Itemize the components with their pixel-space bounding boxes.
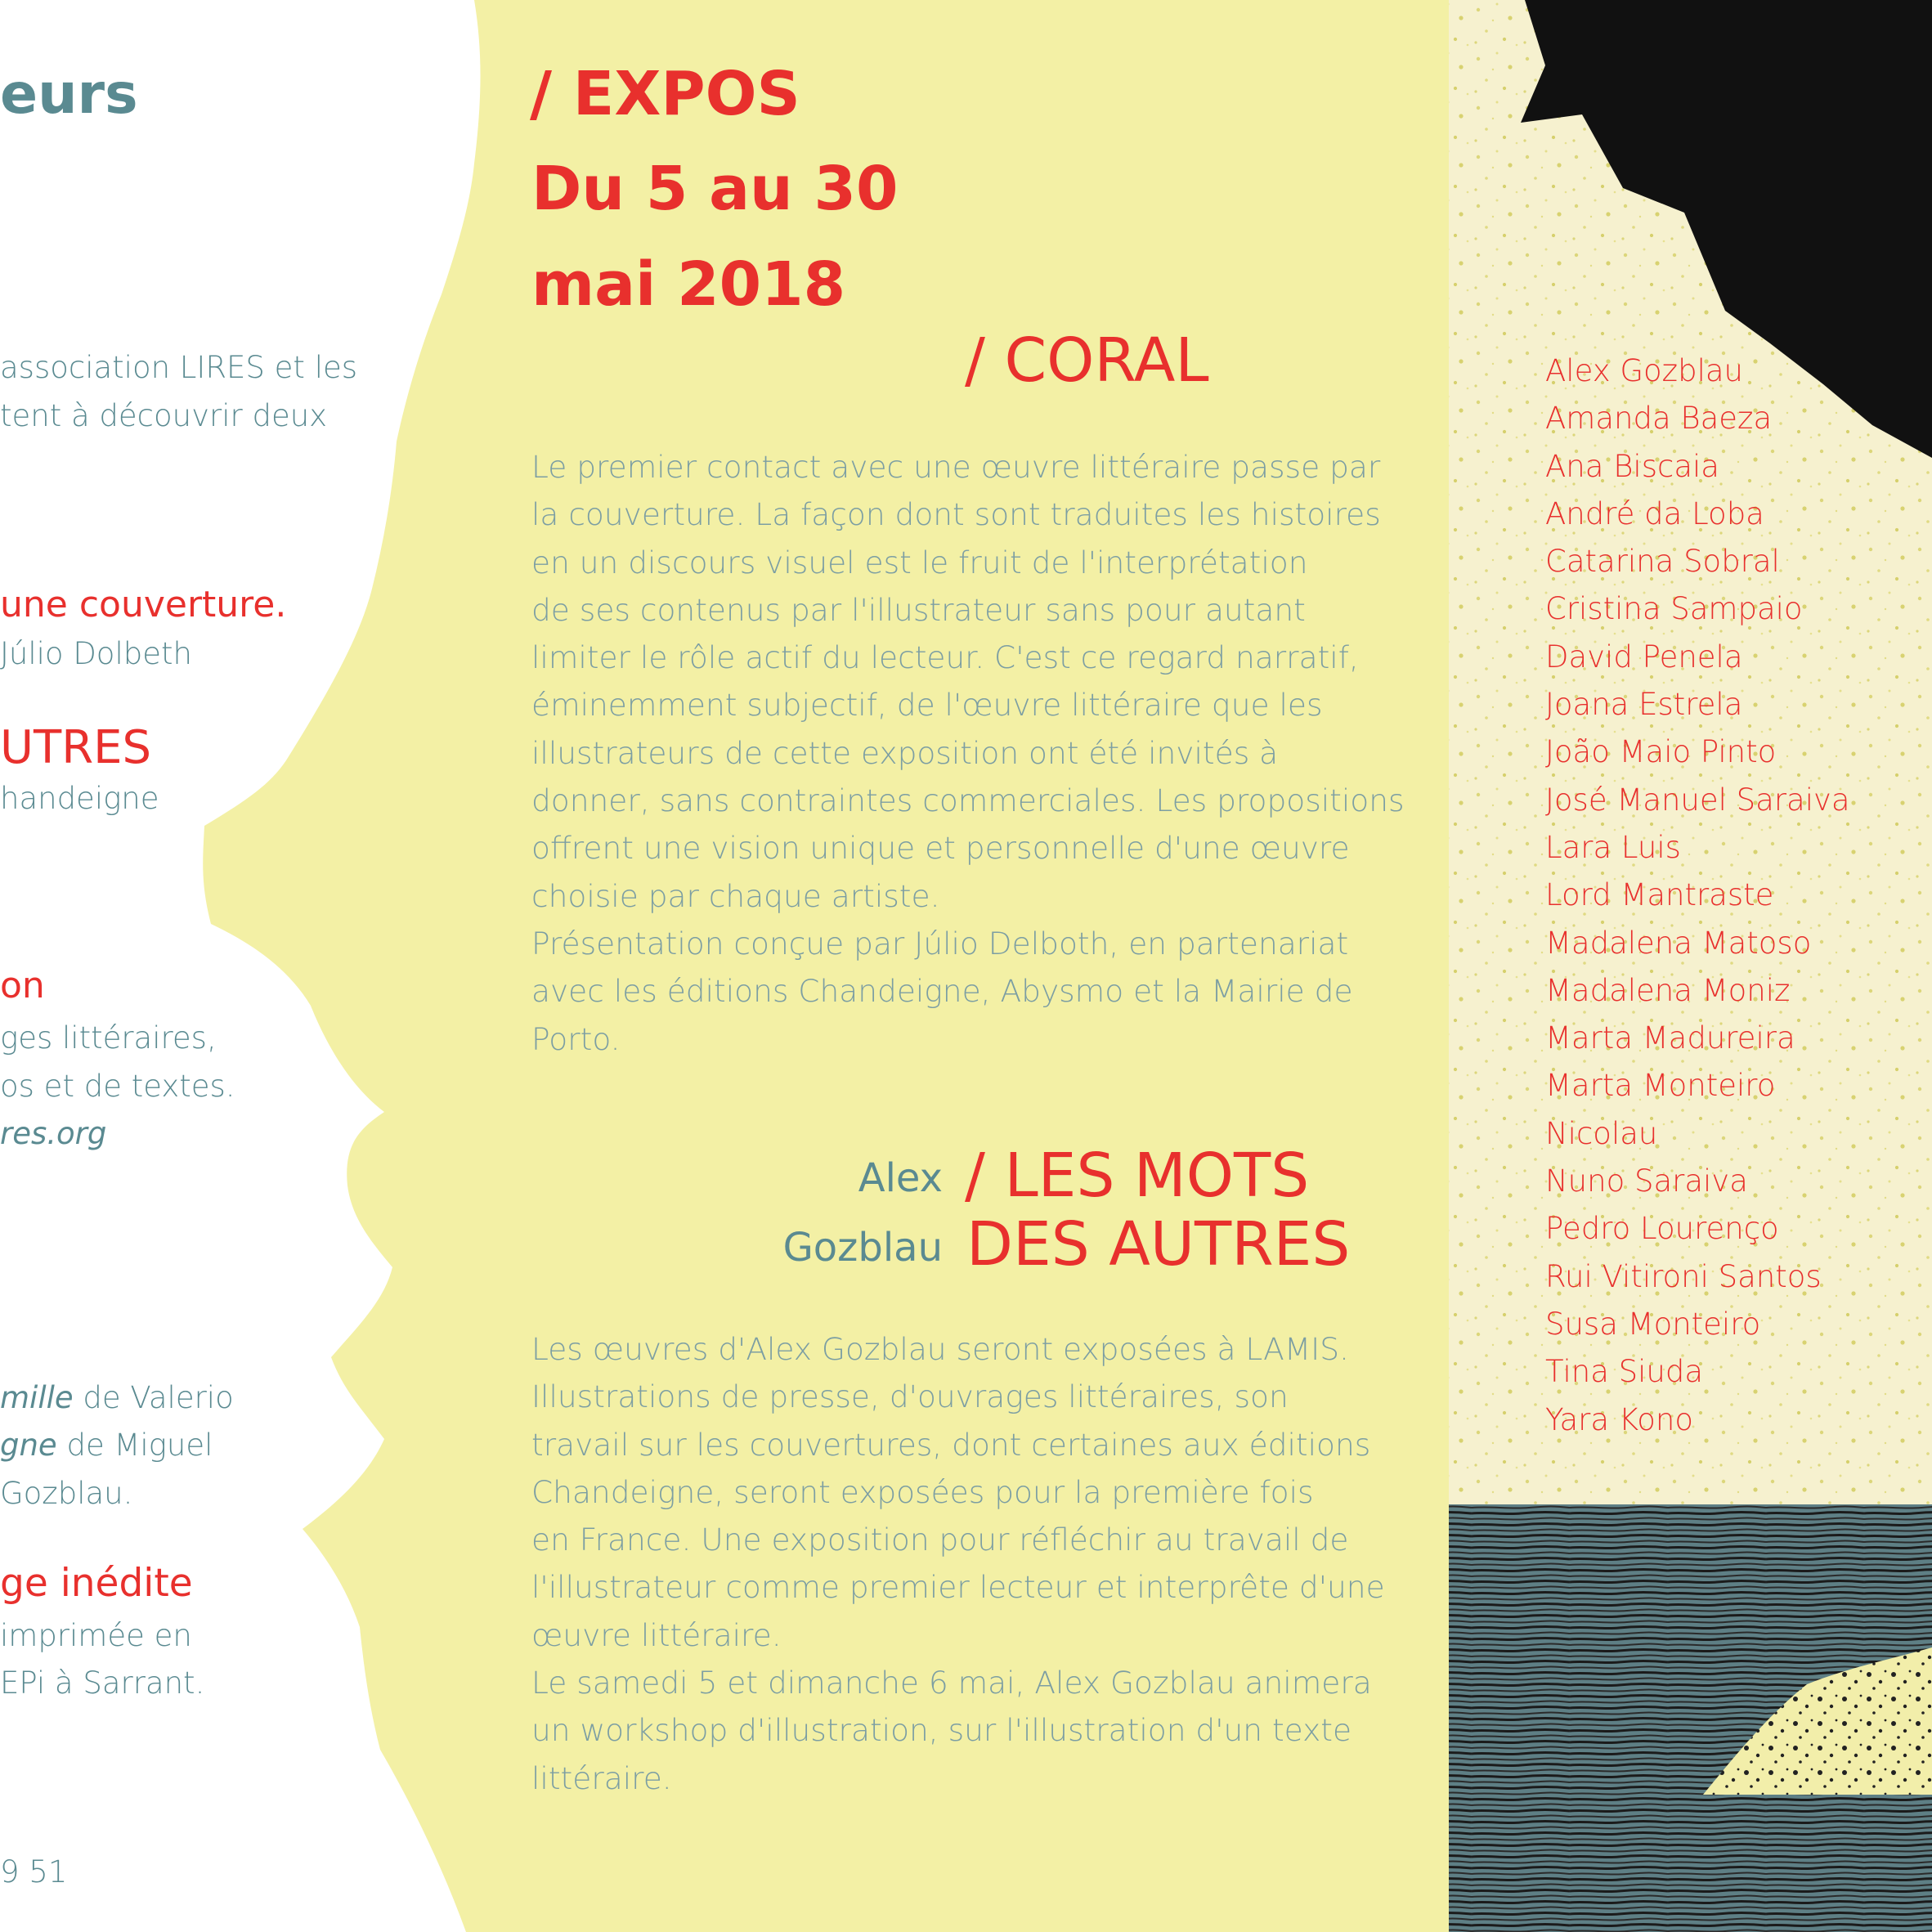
left-book-title1: mille xyxy=(0,1380,74,1415)
left-on-heading: on xyxy=(0,965,45,1006)
mots-heading-line1: / LES MOTS xyxy=(965,1141,1310,1211)
coral-paragraph-line: de ses contenus par l'illustrateur sans pour autant xyxy=(531,591,1306,628)
left-book-rest2: de Miguel xyxy=(56,1428,213,1463)
illustrator-name: Amanda Baeza xyxy=(1545,401,1773,437)
left-cover-heading: une couverture. xyxy=(0,584,287,625)
illustrator-name: João Maio Pinto xyxy=(1545,734,1777,770)
illustrator-name: Marta Madureira xyxy=(1545,1020,1795,1056)
left-on-line2: os et de textes. xyxy=(0,1069,235,1104)
coral-paragraph-line: choisie par chaque artiste. xyxy=(531,877,940,914)
illustrator-name: Joana Estrela xyxy=(1545,687,1743,723)
illustrator-name: Alex Gozblau xyxy=(1545,353,1743,388)
left-intro-line2: tent à découvrir deux xyxy=(0,398,328,433)
coral-paragraph-line: illustrateurs de cette exposition ont été invités à xyxy=(531,734,1279,771)
mots-paragraph-line: Illustrations de presse, d'ouvrages littéraires, son xyxy=(531,1378,1289,1415)
mots-paragraph-line: Chandeigne, seront exposées pour la première fois xyxy=(531,1473,1314,1510)
mots-paragraph-line: travail sur les couvertures, dont certaines aux éditions xyxy=(531,1426,1371,1463)
left-book-title2: gne xyxy=(0,1428,57,1463)
left-book-line1 xyxy=(0,1380,234,1415)
left-inedite-line1: imprimée en xyxy=(0,1618,192,1653)
expos-dates-line1: Du 5 au 30 xyxy=(531,154,899,224)
coral-paragraph-line: Présentation conçue par Júlio Delboth, en partenariat xyxy=(531,925,1349,962)
coral-heading: / CORAL xyxy=(965,325,1209,396)
coral-paragraph-line: Porto. xyxy=(531,1020,621,1057)
illustrator-name: Cristina Sampaio xyxy=(1545,591,1803,627)
mots-paragraph-line: œuvre littéraire. xyxy=(531,1616,782,1653)
mots-paragraph-line: littéraire. xyxy=(531,1759,672,1796)
mots-paragraph-line: Les œuvres d'Alex Gozblau seront exposées à LAMIS. xyxy=(531,1331,1349,1367)
illustrator-name: Ana Biscaia xyxy=(1545,448,1719,484)
left-inedite-heading: ge inédite xyxy=(0,1561,193,1606)
left-autres-heading: UTRES xyxy=(0,721,152,774)
illustrator-name: Madalena Moniz xyxy=(1545,972,1791,1008)
coral-paragraph-line: limiter le rôle actif du lecteur. C'est ce regard narratif, xyxy=(531,639,1359,676)
coral-paragraph-line: la couverture. La façon dont sont traduites les histoires xyxy=(531,496,1381,533)
left-title-fragment: eurs xyxy=(0,62,138,127)
left-on-line1: ges littéraires, xyxy=(0,1020,217,1056)
mots-heading-line2: DES AUTRES xyxy=(966,1209,1351,1280)
coral-paragraph-line: donner, sans contraintes commerciales. Les propositions xyxy=(531,782,1405,819)
mots-author-last: Gozblau xyxy=(782,1225,943,1271)
left-book-line3: Gozblau. xyxy=(0,1476,133,1511)
mots-paragraph xyxy=(531,1325,1385,1802)
illustrator-name: Catarina Sobral xyxy=(1545,544,1780,580)
mots-paragraph-line: en France. Une exposition pour réfléchir au travail de xyxy=(531,1522,1349,1558)
left-intro-line1: association LIRES et les xyxy=(0,350,358,385)
left-on-link[interactable]: res.org xyxy=(0,1116,107,1151)
coral-paragraph-line: éminemment subjectif, de l'œuvre littéraire que les xyxy=(531,687,1323,724)
expos-title: / EXPOS xyxy=(530,59,800,129)
illustrator-name: Nuno Saraiva xyxy=(1545,1163,1748,1199)
left-phone-fragment: 9 51 xyxy=(0,1854,68,1889)
illustrator-name: Lara Luis xyxy=(1545,829,1681,865)
mots-paragraph-line: Le samedi 5 et dimanche 6 mai, Alex Gozblau animera xyxy=(531,1665,1372,1701)
illustrator-name: José Manuel Saraiva xyxy=(1545,782,1850,818)
left-book-line2 xyxy=(0,1428,213,1463)
illustrator-name: Lord Mantraste xyxy=(1545,877,1774,913)
left-cover-sub: Júlio Dolbeth xyxy=(0,636,192,671)
coral-paragraph-line: en un discours visuel est le fruit de l'interprétation xyxy=(531,544,1308,580)
mots-author-first: Alex xyxy=(858,1155,943,1201)
mots-paragraph-line: un workshop d'illustration, sur l'illustration d'un texte xyxy=(531,1712,1352,1749)
illustrator-name: Tina Siuda xyxy=(1545,1354,1704,1390)
coral-paragraph-line: offrent une vision unique et personnelle d'une œuvre xyxy=(531,830,1350,867)
illustrator-name: André da Loba xyxy=(1545,495,1764,531)
expos-dates-line2: mai 2018 xyxy=(531,249,846,320)
left-autres-sub: handeigne xyxy=(0,781,159,816)
illustrator-name: Marta Monteiro xyxy=(1545,1068,1776,1104)
mots-paragraph-line: l'illustrateur comme premier lecteur et interprête d'une xyxy=(531,1569,1385,1606)
illustrator-name: Yara Kono xyxy=(1545,1401,1693,1437)
left-book-rest1: de Valerio xyxy=(73,1380,234,1415)
illustrator-list xyxy=(1545,347,1850,1444)
illustrator-name: Rui Vitironi Santos xyxy=(1545,1258,1822,1294)
illustrator-name: Susa Monteiro xyxy=(1545,1306,1761,1342)
illustrator-name: Nicolau xyxy=(1545,1115,1658,1151)
illustrator-name: Madalena Matoso xyxy=(1545,925,1812,961)
illustrator-name: David Penela xyxy=(1545,639,1743,675)
coral-paragraph-line: Le premier contact avec une œuvre littéraire passe par xyxy=(531,449,1381,485)
coral-paragraph-line: avec les éditions Chandeigne, Abysmo et la Mairie de xyxy=(531,973,1353,1010)
illustrator-name: Pedro Lourenço xyxy=(1545,1211,1779,1247)
coral-paragraph xyxy=(531,443,1405,1063)
left-inedite-line2: EPi à Sarrant. xyxy=(0,1665,205,1701)
